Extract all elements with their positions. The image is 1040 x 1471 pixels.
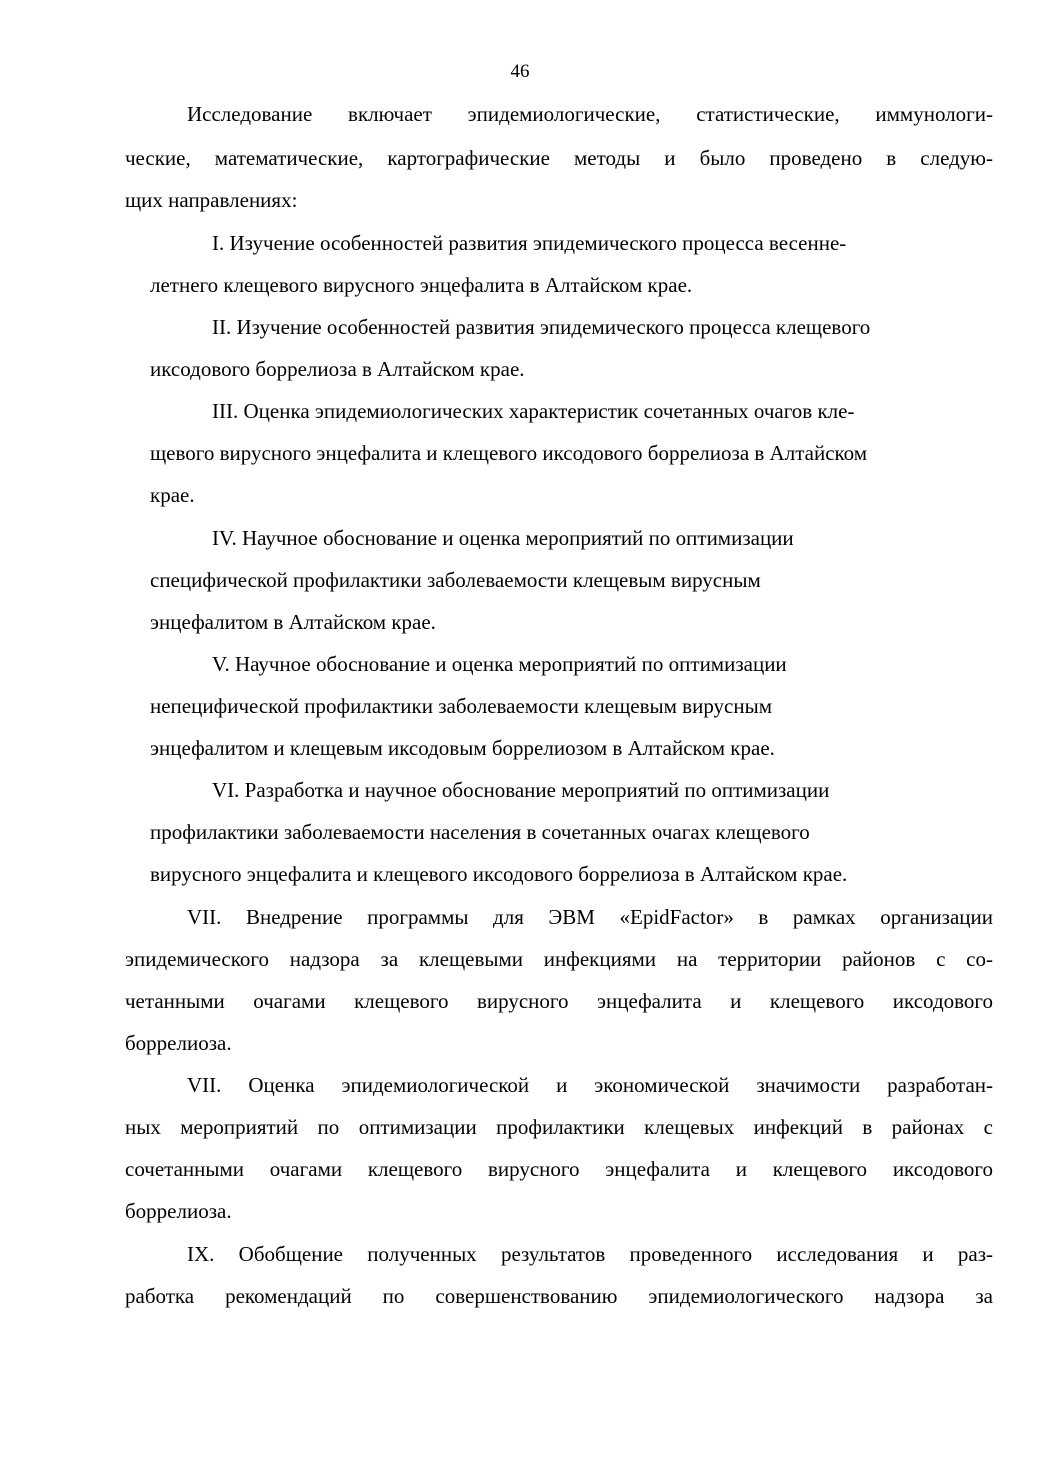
text-line: энцефалитом в Алтайском крае. — [150, 610, 436, 634]
text-line: I. Изучение особенностей развития эпидемического процесса весенне- — [212, 231, 847, 255]
text-line: боррелиоза. — [125, 1199, 232, 1223]
text-line: боррелиоза. — [125, 1031, 232, 1055]
text-line: крае. — [150, 483, 195, 507]
page-number: 46 — [510, 61, 530, 82]
text-line: непецифической профилактики заболеваемости клещевым вирусным — [150, 694, 773, 718]
text-line: V. Научное обоснование и оценка мероприятий по оптимизации — [212, 652, 787, 676]
text-line: II. Изучение особенностей развития эпидемического процесса клещевого — [212, 315, 871, 339]
text-line: энцефалитом и клещевым иксодовым боррелиозом в Алтайском крае. — [150, 736, 775, 760]
text-line: эпидемического надзора за клещевыми инфекциями на территории районов с со- — [125, 947, 993, 971]
text-line: специфической профилактики заболеваемости клещевым вирусным — [150, 568, 761, 592]
text-line: ных мероприятий по оптимизации профилактики клещевых инфекций в районах с — [125, 1115, 993, 1139]
text-line: VI. Разработка и научное обоснование мероприятий по оптимизации — [212, 778, 830, 802]
text-line: иксодового боррелиоза в Алтайском крае. — [150, 357, 525, 381]
text-line: IX. Обобщение полученных результатов проведенного исследования и раз- — [187, 1242, 993, 1266]
text-line: VII. Внедрение программы для ЭВМ «EpidFactor» в рамках организации — [187, 905, 993, 929]
text-line: Исследование включает эпидемиологические, статистические, иммунологи- — [187, 102, 993, 126]
text-line: работка рекомендаций по совершенствованию эпидемиологического надзора за — [125, 1284, 993, 1308]
text-line: щих направлениях: — [125, 188, 298, 212]
text-line: сочетанными очагами клещевого вирусного энцефалита и клещевого иксодового — [125, 1157, 993, 1181]
text-line: IV. Научное обоснование и оценка мероприятий по оптимизации — [212, 526, 794, 550]
text-line: вирусного энцефалита и клещевого иксодового боррелиоза в Алтайском крае. — [150, 862, 848, 886]
text-line: VII. Оценка эпидемиологической и экономической значимости разработан- — [187, 1073, 993, 1097]
text-line: четанными очагами клещевого вирусного энцефалита и клещевого иксодового — [125, 989, 993, 1013]
text-line: ческие, математические, картографические методы и было проведено в следую- — [125, 146, 993, 170]
text-line: профилактики заболеваемости населения в сочетанных очагах клещевого — [150, 820, 810, 844]
text-line: щевого вирусного энцефалита и клещевого иксодового боррелиоза в Алтайском — [150, 441, 868, 465]
text-line: III. Оценка эпидемиологических характеристик сочетанных очагов кле- — [212, 399, 855, 423]
text-line: летнего клещевого вирусного энцефалита в Алтайском крае. — [150, 273, 693, 297]
